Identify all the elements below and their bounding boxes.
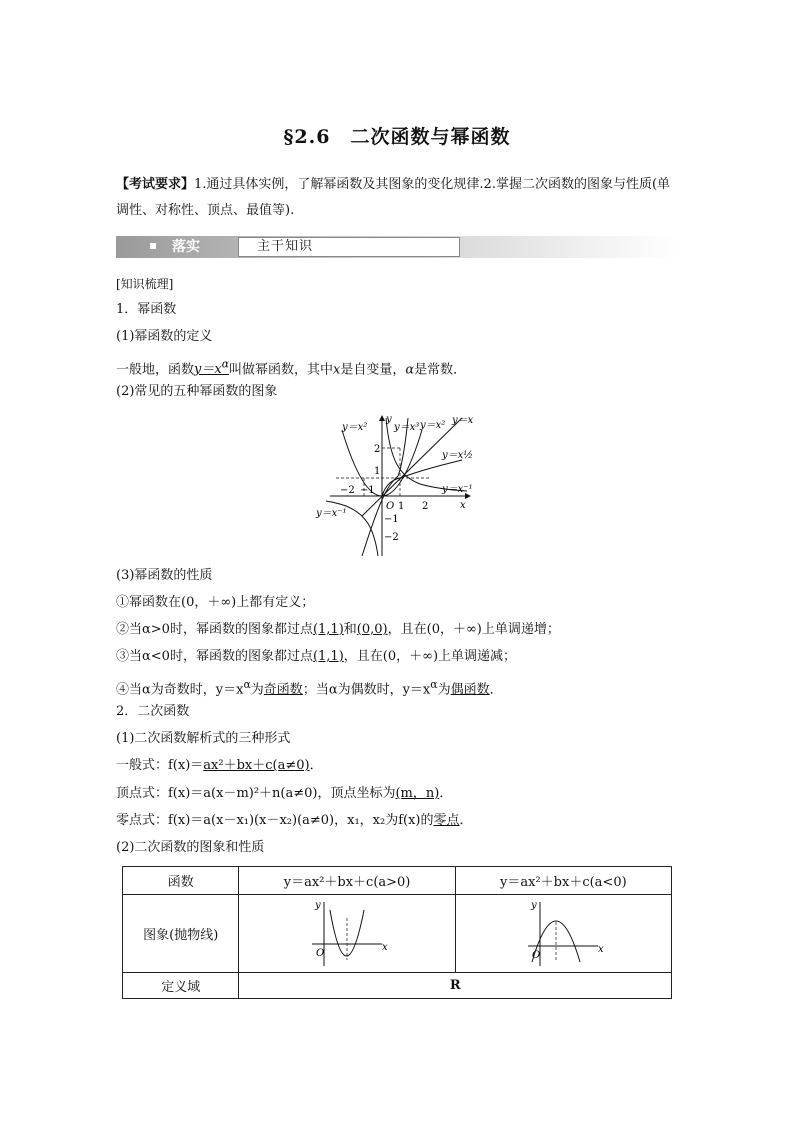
- label-domain: 定义域: [123, 973, 239, 999]
- table-header-row: [123, 867, 672, 895]
- label-y-x: y＝x: [452, 415, 474, 426]
- property-3: ③当α<0时，幂函数的图象都过点(1,1)，且在(0，＋∞)上单调递减；: [116, 649, 517, 664]
- heading-properties: (3)幂函数的性质: [116, 568, 213, 583]
- label-graph: 图象(抛物线): [123, 895, 239, 973]
- heading-graphs: (2)常见的五种幂函数的图象: [116, 384, 278, 399]
- tick-y-1: 1: [374, 466, 381, 477]
- cell-graph-up: [239, 895, 455, 973]
- label-y-xinv-right: y＝x⁻¹: [442, 484, 473, 495]
- svg-text:O: O: [532, 949, 541, 961]
- cell-graph-down: [455, 895, 671, 973]
- parabola-down-graph: [518, 898, 608, 970]
- property-4: ④当α为奇数时，$y=x^\alpha$为奇函数；当α为偶数时，$y=x^\alpha$为偶函数．: [116, 678, 503, 698]
- square-bullet-icon: [150, 243, 156, 249]
- form-vertex: 顶点式：f(x)＝a(x－m)²＋n(a≠0)，顶点坐标为(m，n)．: [116, 786, 453, 801]
- label-y-x2-left: y＝x²: [342, 422, 368, 433]
- definition-line: 一般地，函数$y=x^\alpha$叫做幂函数，其中x是自变量，α是常数．: [116, 358, 467, 378]
- heading-forms: (1)二次函数解析式的三种形式: [116, 731, 291, 746]
- domain-value: R: [239, 973, 672, 999]
- heading-quadratic-graph: (2)二次函数的图象和性质: [116, 840, 265, 855]
- heading-definition: (1)幂函数的定义: [116, 329, 213, 344]
- header-a-positive: y＝ax²＋bx＋c(a>0): [239, 867, 455, 895]
- requirement-tag: 【考试要求】: [116, 177, 195, 192]
- property-2: ②当α>0时，幂函数的图象都过点(1,1)和(0,0)，且在(0，＋∞)上单调递增；: [116, 622, 560, 637]
- tick-x-1: 1: [398, 501, 405, 512]
- tick-y-2: 2: [374, 444, 381, 455]
- tick-y-neg2: −2: [384, 532, 399, 543]
- svg-text:y: y: [315, 899, 321, 911]
- svg-text:O: O: [316, 947, 325, 959]
- heading-power-function: 1．幂函数: [116, 302, 177, 317]
- svg-text:y: y: [531, 899, 537, 911]
- exam-requirement: [116, 172, 681, 224]
- label-y-x3: y＝x³: [394, 422, 420, 433]
- header-a-negative: y＝ax²＋bx＋c(a<0): [455, 867, 671, 895]
- table-row-domain: [123, 973, 672, 999]
- axis-label-x: x: [460, 500, 466, 511]
- label-y-x2-right: y＝x²: [420, 420, 446, 431]
- band-left: 落实: [116, 236, 236, 258]
- band-right: 主干知识: [238, 237, 460, 257]
- label-y-xinv-left: y＝x⁻¹: [316, 508, 347, 519]
- header-function: 函数: [123, 867, 239, 895]
- form-zero: 零点式：f(x)＝a(x－x₁)(x－x₂)(a≠0)，x₁，x₂为f(x)的零点．: [116, 813, 473, 828]
- origin-label: O: [386, 501, 395, 512]
- tick-y-neg1: −1: [384, 514, 399, 525]
- section-band: [116, 236, 678, 258]
- power-function-graph: [312, 410, 482, 560]
- label-y-xhalf: y＝x½: [442, 450, 473, 461]
- heading-quadratic: 2．二次函数: [116, 704, 190, 719]
- section-label: [知识梳理]: [116, 277, 174, 291]
- requirement-text: 1.通过具体实例，了解幂函数及其图象的变化规律.2.掌握二次函数的图象与性质(单调性、对称性、顶点、最值等).: [116, 177, 671, 218]
- tick-x-2: 2: [422, 501, 429, 512]
- svg-text:x: x: [382, 941, 388, 953]
- property-1: ①幂函数在(0，＋∞)上都有定义；: [116, 595, 315, 610]
- page-title: §2.6 二次函数与幂函数: [283, 126, 511, 148]
- form-general: 一般式：f(x)＝ax²＋bx＋c(a≠0)．: [116, 758, 323, 773]
- parabola-up-graph: [302, 898, 392, 970]
- axis-label-y: y: [386, 414, 392, 425]
- quadratic-properties-table: [122, 866, 672, 999]
- tick-x-neg2: −2: [340, 485, 355, 496]
- table-row-graph: [123, 895, 672, 973]
- tick-x-neg1: −1: [360, 485, 375, 496]
- svg-text:x: x: [598, 943, 604, 955]
